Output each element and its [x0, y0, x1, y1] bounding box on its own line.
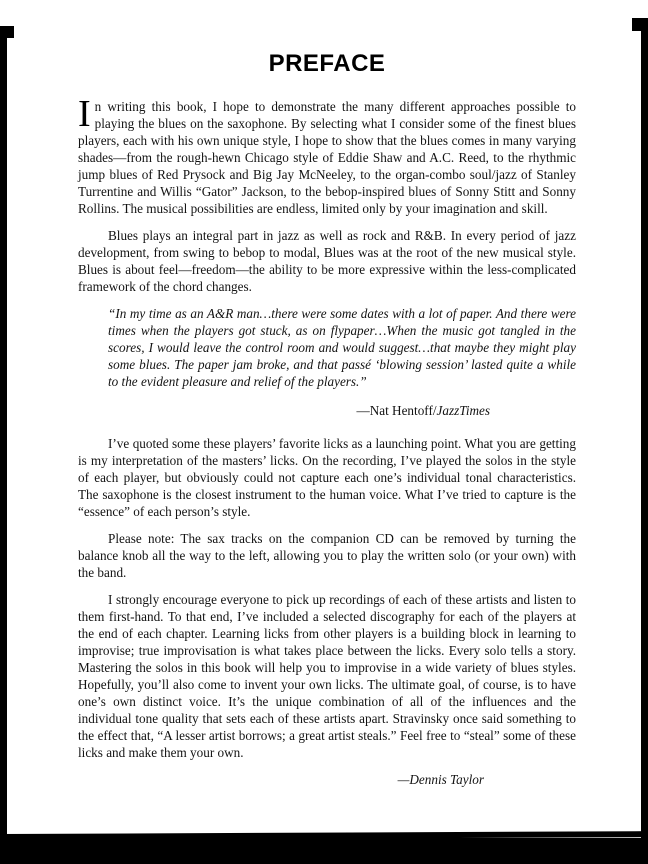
quote-attribution-source: JazzTimes	[436, 403, 490, 418]
paragraph-blues-role: Blues plays an integral part in jazz as well as rock and R&B. In every period of jazz development, from swing to bebop to modal, Blues was at the root of the new musical style. Blues is about feel—freedom—the ability to be more expressive within the less-complicated framework of the chord changes.	[78, 228, 576, 294]
quote-attribution	[78, 402, 576, 419]
scan-edge-right	[641, 18, 648, 864]
page-content	[78, 50, 576, 798]
paragraph-cd-note: Please note: The sax tracks on the companion CD can be removed by turning the balance knob all the way to the left, allowing you to play the written solo (or your own) with the band.	[78, 531, 576, 580]
scan-corner-top-right	[632, 18, 645, 31]
paragraph-intro-text: n writing this book, I hope to demonstrate the many different approaches possible to playing the blues on the saxophone. By selecting what I consider some of the finest blues players, each with his own unique style, I hope to show that the blues comes in many varying shades—from the rough-hewn Chicago style of Eddie Shaw and A.C. Reed, to the rhythmic jump blues of Red Prysock and Big Jay McNeeley, to the organ-combo soul/jazz of Stanley Turrentine and Willis “Gator” Jackson, to the bebop-inspired blues of Sonny Stitt and Sonny Rollins. The musical possibilities are endless, limited only by your imagination and skill.	[78, 99, 576, 216]
drop-cap: I	[78, 93, 91, 135]
scan-edge-bottom	[0, 838, 648, 864]
author-signature: —Dennis Taylor	[397, 772, 484, 787]
block-quote: “In my time as an A&R man…there were some dates with a lot of paper. And there were times when the players got stuck, as on flypaper…When the music got tangled in the scores, I would leave the control room and would suggest…that maybe they might play some blues. The paper jam broke, and that passé ‘blowing session’ lasted quite a while to the evident pleasure and relief of the players.”	[108, 306, 576, 389]
paragraph-encouragement: I strongly encourage everyone to pick up recordings of each of these artists and listen to them first-hand. To that end, I’ve included a selected discography for each of the players at the end of each chapter. Learning licks from other players is a building block in learning to improvise; true improvisation is what takes place between the licks. Every solo tells a story. Mastering the solos in this book will help you to improvise in a wide variety of blues styles. Hopefully, you’ll also come to invent your own licks. The ultimate goal, of course, is to have one’s own distinct voice. It’s the unique combination of all of the influences and the individual tone quality that sets each of these artists apart. Stravinsky once said something to the effect that, “A lesser artist borrows; a great artist steals.” Feel free to “steal” some of these licks and make them your own.	[78, 592, 576, 760]
page-title: PREFACE	[268, 50, 386, 77]
scan-edge-left	[0, 26, 7, 864]
quote-attribution-name: —Nat Hentoff/	[356, 403, 437, 418]
paragraph-licks: I’ve quoted some these players’ favorite licks as a launching point. What you are getting is my interpretation of the masters’ licks. On the recording, I’ve played the solos in the style of each player, but obviously could not capture each one’s individual tonal characteristics. The saxophone is the closest instrument to the human voice. What I’ve tried to capture is the “essence” of each person’s style.	[78, 436, 576, 519]
paragraph-intro	[78, 93, 576, 217]
scan-corner-top-left	[3, 26, 14, 38]
